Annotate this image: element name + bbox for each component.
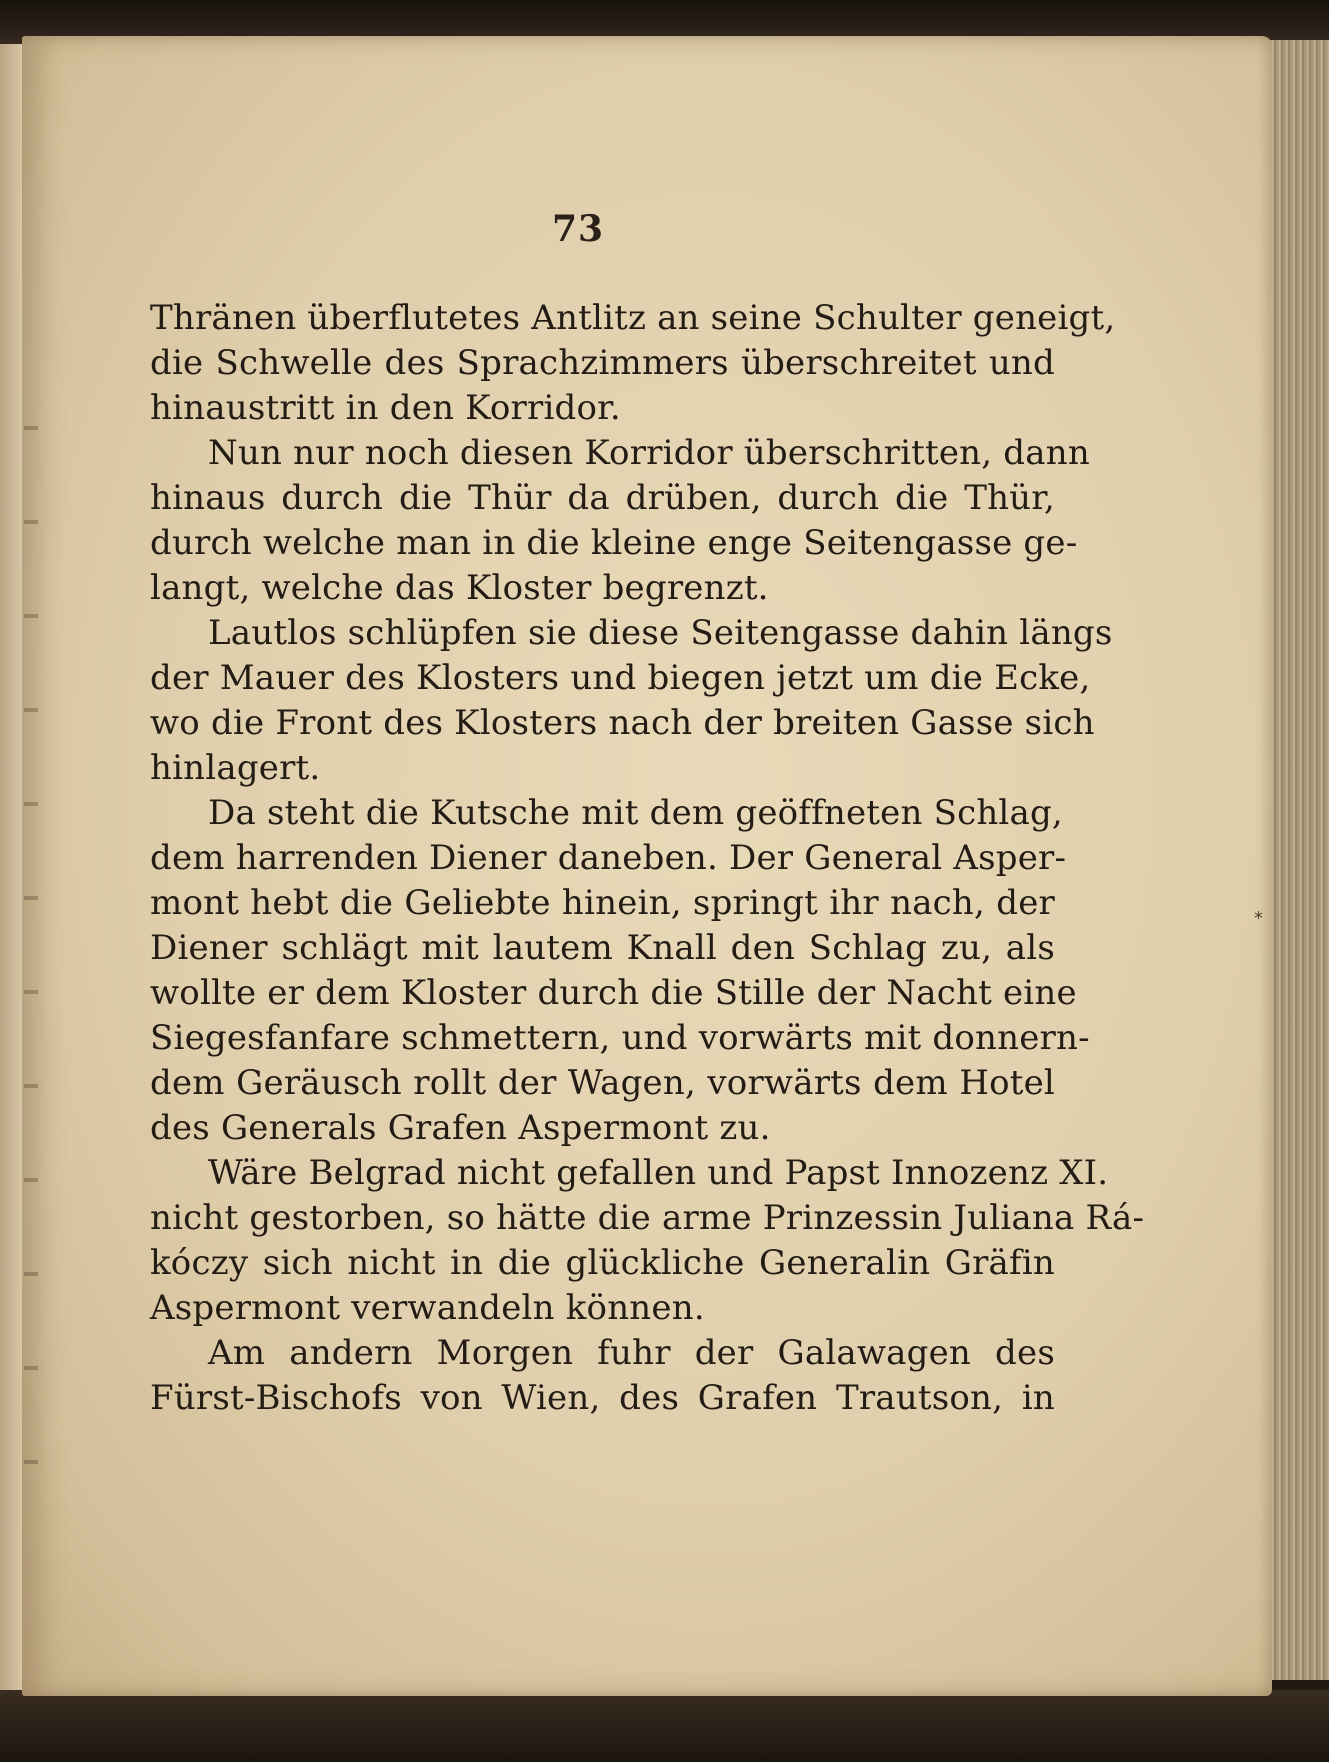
text-line: hinaus durch die Thür da drüben, durch die Thür, [150, 478, 1055, 518]
page-number: 73 [551, 208, 605, 250]
text-line: Thränen überflutetes Antlitz an seine Schulter geneigt, [150, 298, 1116, 338]
text-line: hinaustritt in den Korridor. [150, 388, 621, 428]
text-line: mont hebt die Geliebte hinein, springt ihr nach, der [150, 883, 1055, 923]
text-line: dem Geräusch rollt der Wagen, vorwärts dem Hotel [150, 1063, 1055, 1103]
text-line: Aspermont verwandeln können. [150, 1288, 705, 1328]
text-line: Am andern Morgen fuhr der Galawagen des [208, 1333, 1055, 1373]
text-line: langt, welche das Kloster begrenzt. [150, 568, 769, 608]
text-line: kóczy sich nicht in die glückliche Generalin Gräfin [150, 1243, 1055, 1283]
text-line: wo die Front des Klosters nach der breiten Gasse sich [150, 703, 1095, 743]
text-line: dem harrenden Diener daneben. Der General Asper- [150, 838, 1067, 878]
text-line: des Generals Grafen Aspermont zu. [150, 1108, 771, 1148]
text-line: Lautlos schlüpfen sie diese Seitengasse dahin längs [208, 613, 1113, 653]
text-line: Wäre Belgrad nicht gefallen und Papst Innozenz XI. [208, 1153, 1109, 1193]
book-page-edges [1268, 40, 1329, 1680]
text-line: durch welche man in die kleine enge Seitengasse ge- [150, 523, 1078, 563]
text-line: der Mauer des Klosters und biegen jetzt um die Ecke, [150, 658, 1091, 698]
text-line: Da steht die Kutsche mit dem geöffneten Schlag, [208, 793, 1063, 833]
page-text [150, 296, 1145, 1421]
gutter-shadow [24, 336, 38, 1536]
text-line: Fürst-Bischofs von Wien, des Grafen Trautson, in [150, 1378, 1055, 1418]
book-cover-bottom [0, 1690, 1329, 1762]
margin-mark: * [1254, 908, 1263, 929]
text-line: Nun nur noch diesen Korridor überschritten, dann [208, 433, 1090, 473]
text-line: wollte er dem Kloster durch die Stille der Nacht eine [150, 973, 1077, 1013]
text-line: nicht gestorben, so hätte die arme Prinzessin Juliana Rá- [150, 1198, 1145, 1238]
text-line: Diener schlägt mit lautem Knall den Schlag zu, als [150, 928, 1055, 968]
text-line: die Schwelle des Sprachzimmers überschreitet und [150, 343, 1055, 383]
text-line: Siegesfanfare schmettern, und vorwärts mit donnern- [150, 1018, 1090, 1058]
text-line: hinlagert. [150, 748, 321, 788]
